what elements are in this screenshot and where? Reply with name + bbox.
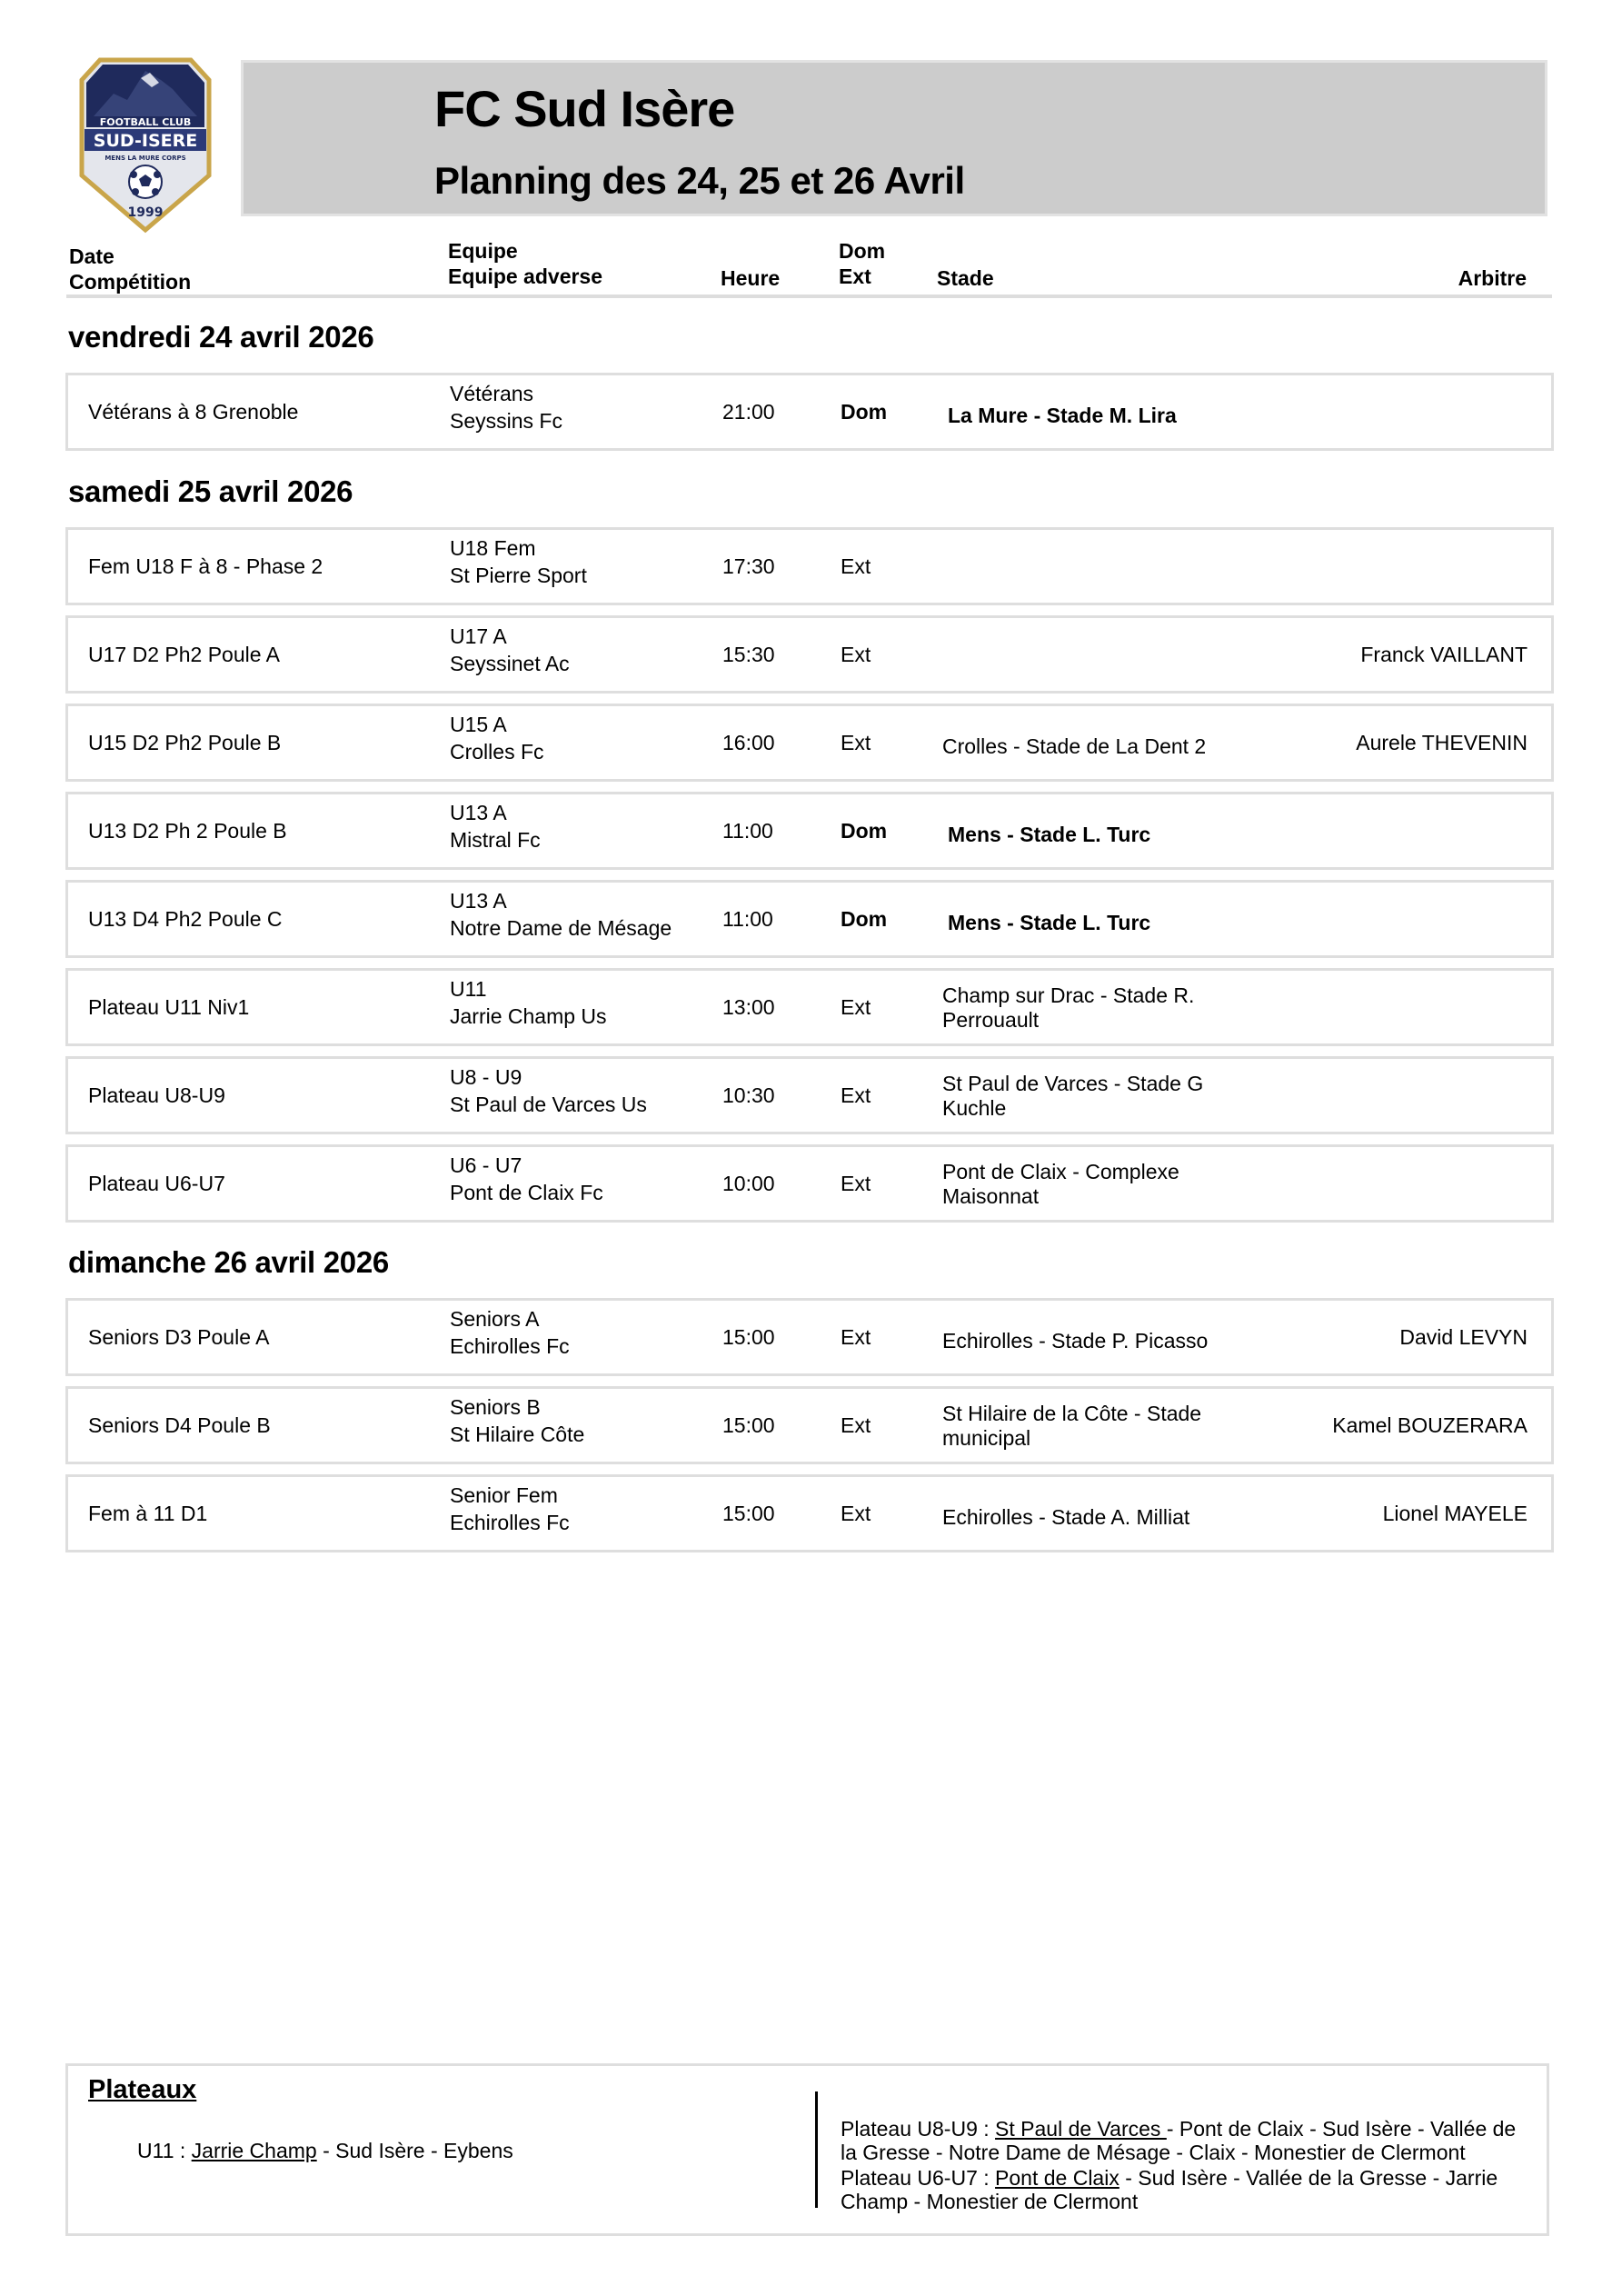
- match-row: [65, 527, 1554, 605]
- match-time: 21:00: [722, 400, 775, 424]
- match-team: U6 - U7: [450, 1153, 522, 1177]
- match-referee: Aurele THEVENIN: [1356, 731, 1527, 754]
- match-teams: [450, 888, 672, 943]
- match-venue: Ext: [841, 554, 871, 578]
- match-stadium: Echirolles - Stade A. Milliat: [942, 1505, 1190, 1529]
- match-venue: Ext: [841, 1502, 871, 1525]
- header-dom-ext: [839, 238, 885, 289]
- plateau-u8u9-host: St Paul de Varces: [995, 2117, 1167, 2141]
- match-competition: U17 D2 Ph2 Poule A: [88, 643, 280, 666]
- match-team: U17 A: [450, 624, 507, 648]
- match-opponent: Seyssins Fc: [450, 409, 562, 433]
- plateaux-details: [841, 2117, 1531, 2215]
- match-venue: Dom: [841, 819, 888, 843]
- match-opponent: Jarrie Champ Us: [450, 1004, 607, 1028]
- plateau-u6u7: [841, 2166, 1531, 2213]
- divider: [815, 2091, 818, 2208]
- match-team: Seniors A: [450, 1307, 540, 1331]
- plateau-u8u9-rest: - Pont de Claix - Sud Isère - Vallée de la Gresse - Notre Dame de Mésage - Claix - Monestier de Clermont: [841, 2117, 1517, 2164]
- plateau-u6u7-host: Pont de Claix: [995, 2166, 1119, 2190]
- plateau-u6u7-prefix: Plateau U6-U7 :: [841, 2166, 996, 2190]
- match-row: [65, 1386, 1554, 1464]
- match-teams: [450, 1153, 603, 1207]
- match-competition: Seniors D3 Poule A: [88, 1325, 270, 1349]
- header-equipe: Equipe: [448, 239, 518, 263]
- plateau-u11-rest: - Sud Isère - Eybens: [316, 2139, 513, 2162]
- match-stadium: St Paul de Varces - Stade G Kuchle: [942, 1072, 1204, 1120]
- match-teams: [450, 800, 541, 854]
- match-venue: Ext: [841, 1172, 871, 1195]
- match-stadium: Mens - Stade L. Turc: [948, 911, 1151, 934]
- day-heading: samedi 25 avril 2026: [68, 474, 353, 508]
- logo-year: 1999: [127, 205, 164, 220]
- match-teams: [450, 381, 562, 435]
- match-row: [65, 1298, 1554, 1376]
- match-time: 17:30: [722, 554, 775, 578]
- match-opponent: Echirolles Fc: [450, 1334, 570, 1358]
- plateau-u8u9: [841, 2117, 1531, 2164]
- plateau-u8u9-prefix: Plateau U8-U9 :: [841, 2117, 996, 2141]
- match-stadium: La Mure - Stade M. Lira: [948, 404, 1177, 427]
- header-teams: [448, 238, 602, 289]
- title-banner: [241, 60, 1547, 216]
- match-row: [65, 968, 1554, 1046]
- match-venue: Ext: [841, 995, 871, 1019]
- match-teams: [450, 1064, 647, 1119]
- match-venue: Ext: [841, 643, 871, 666]
- match-team: U18 Fem: [450, 536, 536, 560]
- match-competition: Fem à 11 D1: [88, 1502, 208, 1525]
- match-stadium: Echirolles - Stade P. Picasso: [942, 1329, 1209, 1353]
- match-referee: David LEVYN: [1399, 1325, 1527, 1349]
- match-stadium: Champ sur Drac - Stade R. Perrouault: [942, 983, 1195, 1032]
- match-venue: Dom: [841, 400, 888, 424]
- page-subtitle: Planning des 24, 25 et 26 Avril: [434, 159, 965, 202]
- match-team: Senior Fem: [450, 1483, 558, 1507]
- plateau-u11-host: Jarrie Champ: [191, 2139, 317, 2162]
- match-competition: Seniors D4 Poule B: [88, 1413, 271, 1437]
- match-teams: [450, 1482, 570, 1537]
- plateaux-box: [65, 2063, 1549, 2236]
- header-dom: Dom: [839, 239, 886, 263]
- match-time: 15:30: [722, 643, 775, 666]
- match-team: U11: [450, 977, 487, 1001]
- day-heading: vendredi 24 avril 2026: [68, 320, 374, 354]
- plateau-u6u7-rest: - Sud Isère - Vallée de la Gresse - Jarrie Champ - Monestier de Clermont: [841, 2166, 1498, 2213]
- match-team: U8 - U9: [450, 1065, 522, 1089]
- header-arbitre: Arbitre: [1458, 266, 1527, 290]
- match-time: 16:00: [722, 731, 775, 754]
- match-opponent: St Pierre Sport: [450, 564, 587, 587]
- match-time: 15:00: [722, 1325, 775, 1349]
- header-competition: Compétition: [69, 270, 192, 294]
- match-teams: [450, 1394, 584, 1449]
- match-opponent: Mistral Fc: [450, 828, 541, 852]
- match-teams: [450, 712, 544, 766]
- match-venue: Ext: [841, 731, 871, 754]
- club-logo: [77, 53, 214, 235]
- match-competition: Plateau U11 Niv1: [88, 995, 250, 1019]
- logo-top-text: FOOTBALL CLUB: [99, 116, 192, 128]
- match-time: 10:30: [722, 1083, 775, 1107]
- match-teams: [450, 1306, 570, 1361]
- header-equipe-adverse: Equipe adverse: [448, 265, 603, 288]
- match-referee: Kamel BOUZERARA: [1332, 1413, 1527, 1437]
- header-date: Date: [69, 245, 114, 268]
- match-teams: [450, 976, 607, 1031]
- match-stadium: St Hilaire de la Côte - Stade municipal: [942, 1402, 1202, 1450]
- page-title: FC Sud Isère: [434, 80, 735, 137]
- match-opponent: Pont de Claix Fc: [450, 1181, 603, 1204]
- match-opponent: Echirolles Fc: [450, 1511, 570, 1534]
- plateau-u11: [137, 2139, 513, 2163]
- soccer-ball-icon: [129, 165, 162, 198]
- match-referee: Franck VAILLANT: [1360, 643, 1527, 666]
- match-row: [65, 373, 1554, 451]
- match-venue: Ext: [841, 1413, 871, 1437]
- match-time: 10:00: [722, 1172, 775, 1195]
- day-heading: dimanche 26 avril 2026: [68, 1245, 389, 1279]
- match-competition: U15 D2 Ph2 Poule B: [88, 731, 282, 754]
- match-team: Seniors B: [450, 1395, 541, 1419]
- match-row: [65, 615, 1554, 694]
- match-competition: Plateau U6-U7: [88, 1172, 225, 1195]
- match-competition: U13 D4 Ph2 Poule C: [88, 907, 283, 931]
- match-stadium: Mens - Stade L. Turc: [948, 823, 1151, 846]
- header-heure: Heure: [721, 266, 781, 290]
- match-opponent: St Hilaire Côte: [450, 1423, 585, 1446]
- match-team: U13 A: [450, 889, 507, 913]
- header-ext: Ext: [839, 265, 871, 288]
- match-competition: Plateau U8-U9: [88, 1083, 225, 1107]
- match-row: [65, 792, 1554, 870]
- match-time: 15:00: [722, 1502, 775, 1525]
- match-stadium: Crolles - Stade de La Dent 2: [942, 734, 1207, 758]
- match-time: 11:00: [722, 907, 773, 931]
- match-venue: Ext: [841, 1325, 871, 1349]
- plateaux-title: Plateaux: [88, 2075, 197, 2104]
- logo-banner-text: SUD-ISERE: [93, 131, 198, 151]
- match-opponent: Seyssinet Ac: [450, 652, 570, 675]
- match-opponent: Notre Dame de Mésage: [450, 916, 672, 940]
- match-teams: [450, 535, 587, 590]
- match-row: [65, 880, 1554, 958]
- header-stade: Stade: [937, 266, 994, 290]
- match-team: U13 A: [450, 801, 507, 824]
- match-row: [65, 704, 1554, 782]
- match-opponent: Crolles Fc: [450, 740, 544, 764]
- match-time: 13:00: [722, 995, 775, 1019]
- match-time: 11:00: [722, 819, 773, 843]
- match-team: Vétérans: [450, 382, 534, 405]
- match-time: 15:00: [722, 1413, 775, 1437]
- plateau-u11-prefix: U11 :: [137, 2139, 192, 2162]
- match-venue: Ext: [841, 1083, 871, 1107]
- match-teams: [450, 624, 570, 678]
- match-opponent: St Paul de Varces Us: [450, 1093, 647, 1116]
- logo-towns-text: MENS LA MURE CORPS: [104, 155, 186, 162]
- match-row: [65, 1056, 1554, 1134]
- match-venue: Dom: [841, 907, 888, 931]
- header-date-competition: [69, 244, 191, 294]
- table-header: [66, 238, 1552, 298]
- match-row: [65, 1474, 1554, 1552]
- match-competition: Vétérans à 8 Grenoble: [88, 400, 299, 424]
- match-competition: U13 D2 Ph 2 Poule B: [88, 819, 287, 843]
- match-stadium: Pont de Claix - Complexe Maisonnat: [942, 1160, 1179, 1208]
- match-row: [65, 1144, 1554, 1223]
- match-team: U15 A: [450, 713, 507, 736]
- match-referee: Lionel MAYELE: [1382, 1502, 1527, 1525]
- match-competition: Fem U18 F à 8 - Phase 2: [88, 554, 323, 578]
